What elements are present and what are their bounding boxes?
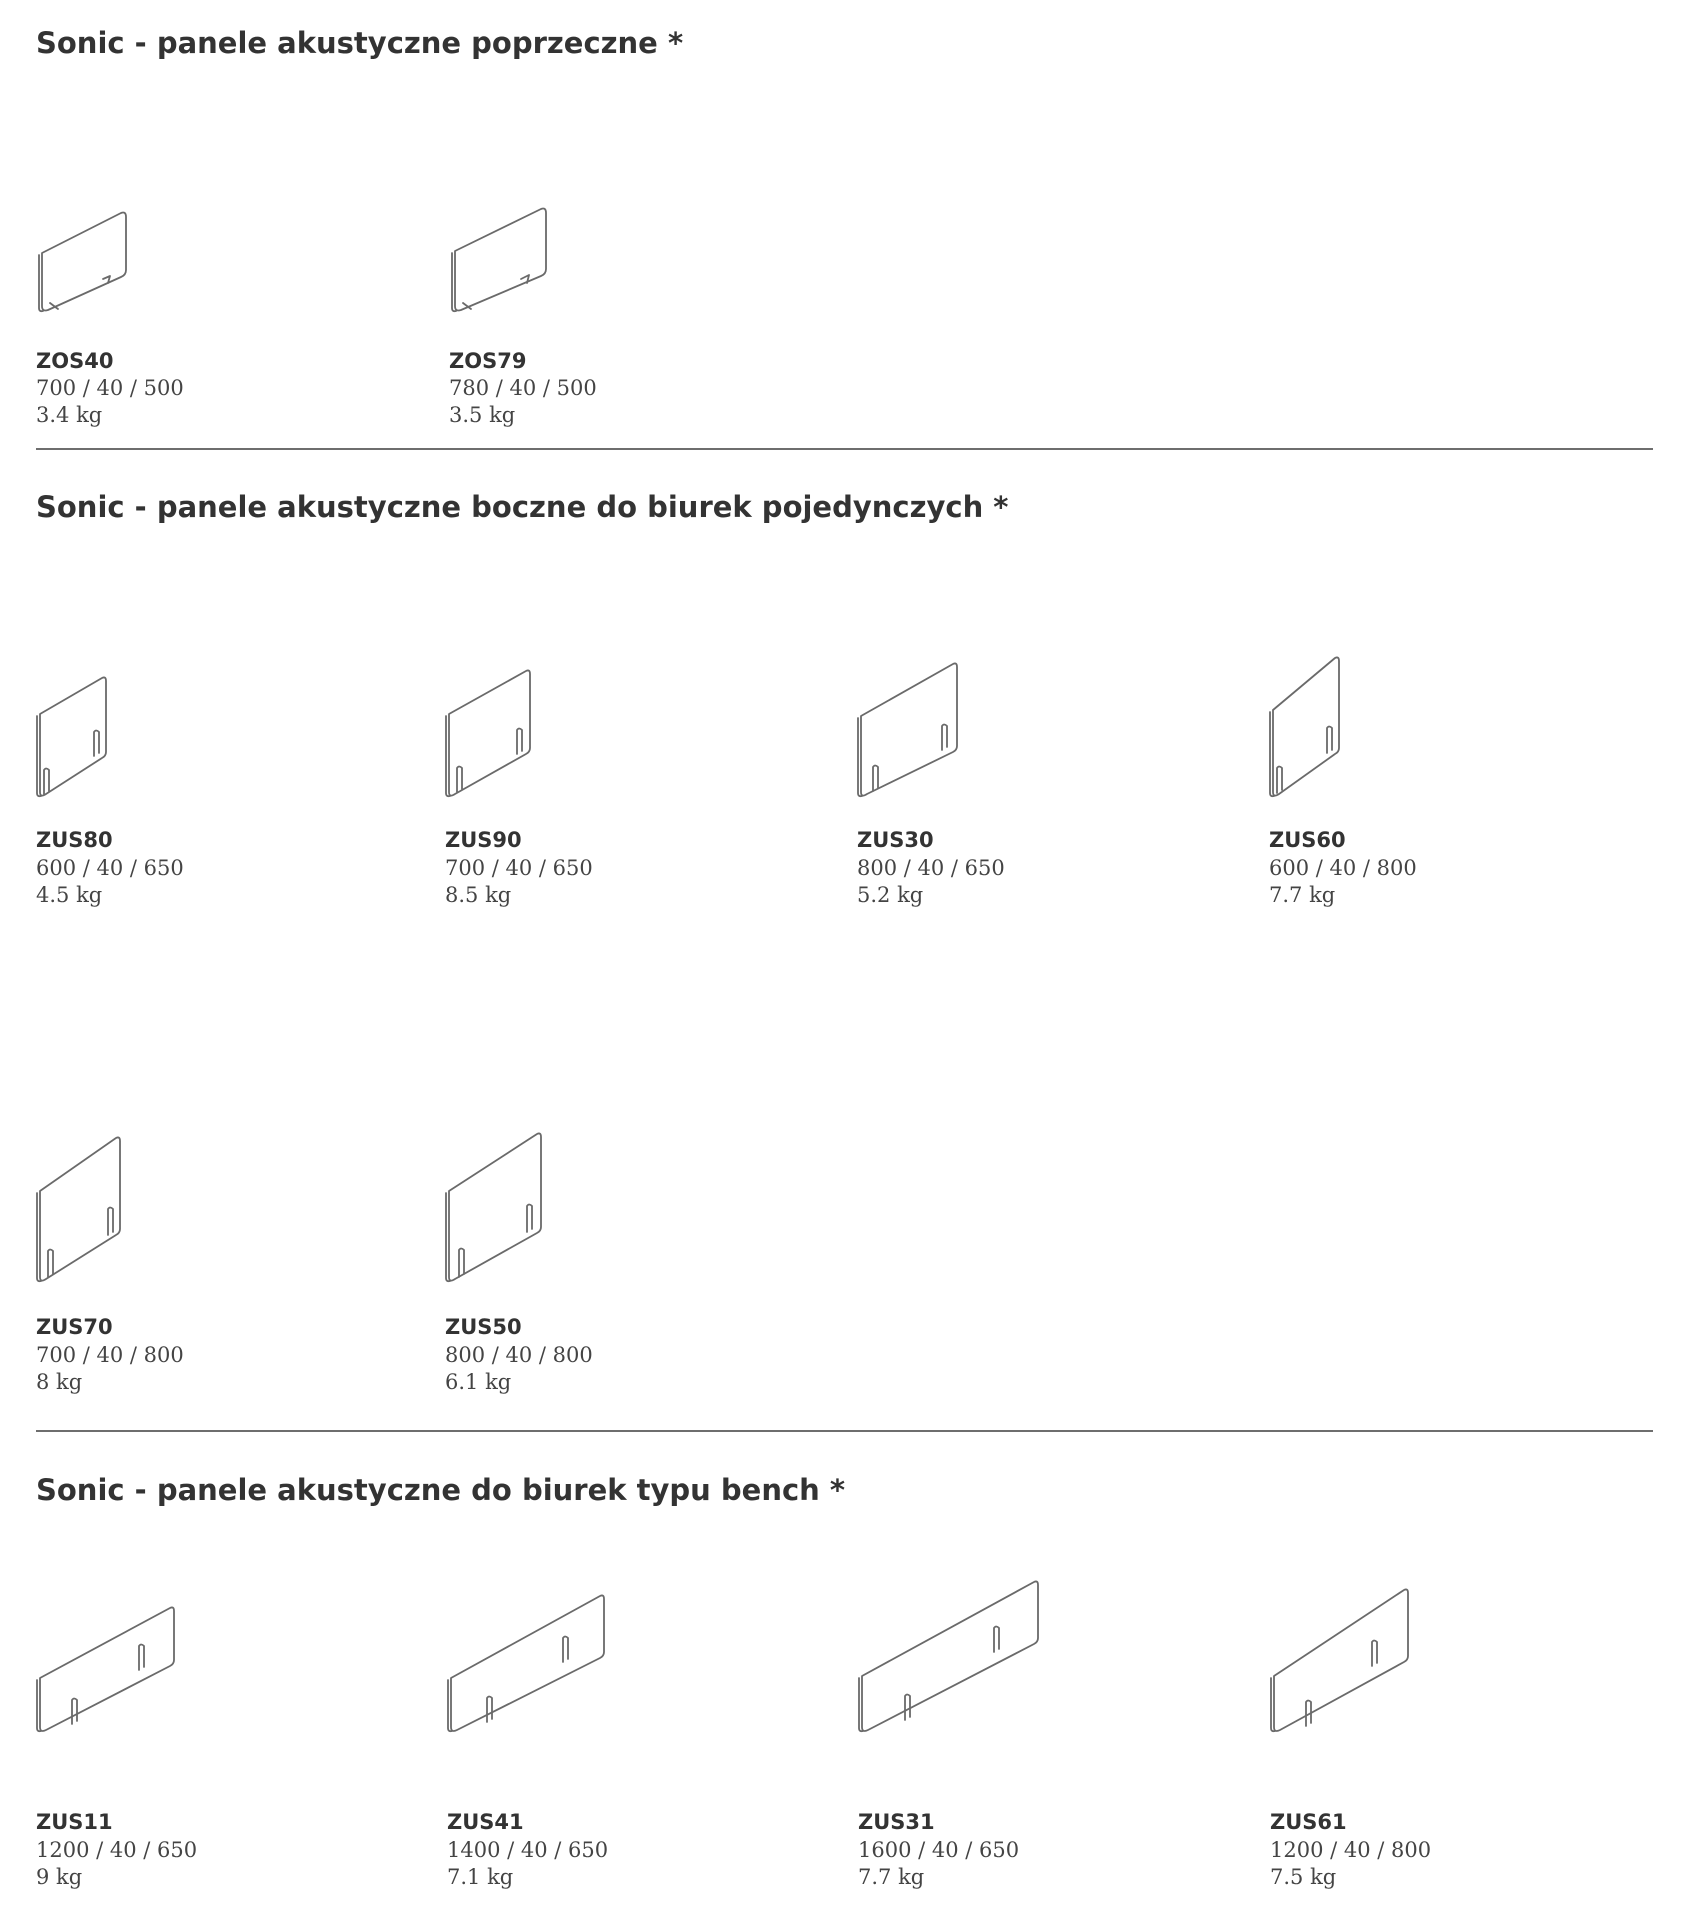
product-dimensions: 700 / 40 / 800 [36,1343,184,1367]
product-code: ZUS90 [445,828,522,852]
product-weight: 5.2 kg [857,883,924,907]
product-dimensions: 1600 / 40 / 650 [858,1838,1020,1862]
product-code: ZUS61 [1270,1810,1347,1834]
transverse-panel-icon [36,195,176,315]
section-divider [36,1430,1653,1432]
section-divider [36,448,1653,450]
product-dimensions: 1400 / 40 / 650 [447,1838,609,1862]
bench-panel-icon [36,1600,216,1750]
product-weight: 4.5 kg [36,883,103,907]
product-dimensions: 1200 / 40 / 800 [1270,1838,1432,1862]
product-code: ZOS79 [449,349,527,373]
side-panel-icon [445,670,565,800]
product-code: ZOS40 [36,349,114,373]
product-weight: 7.1 kg [447,1865,514,1889]
product-weight: 7.7 kg [858,1865,925,1889]
product-weight: 6.1 kg [445,1370,512,1394]
bench-panel-icon [447,1600,627,1750]
product-dimensions: 1200 / 40 / 650 [36,1838,198,1862]
product-weight: 8.5 kg [445,883,512,907]
product-dimensions: 600 / 40 / 800 [1269,856,1417,880]
product-weight: 9 kg [36,1865,83,1889]
side-panel-icon [857,670,987,800]
product-dimensions: 600 / 40 / 650 [36,856,184,880]
product-weight: 7.7 kg [1269,883,1336,907]
section-title-side-panels: Sonic - panele akustyczne boczne do biurek pojedynczych * [36,490,1009,524]
product-code: ZUS41 [447,1810,524,1834]
product-code: ZUS80 [36,828,113,852]
transverse-panel-icon [449,195,589,315]
product-weight: 7.5 kg [1270,1865,1337,1889]
side-panel-icon [445,1135,575,1285]
bench-panel-icon [1270,1600,1450,1750]
product-dimensions: 800 / 40 / 650 [857,856,1005,880]
side-panel-icon [36,1135,156,1285]
side-panel-icon [1269,670,1389,800]
product-code: ZUS50 [445,1315,522,1339]
product-weight: 3.5 kg [449,403,516,427]
section-title-bench-panels: Sonic - panele akustyczne do biurek typu bench * [36,1473,846,1507]
bench-panel-icon [858,1600,1058,1750]
product-dimensions: 780 / 40 / 500 [449,376,597,400]
product-code: ZUS30 [857,828,934,852]
product-code: ZUS31 [858,1810,935,1834]
product-dimensions: 700 / 40 / 500 [36,376,184,400]
product-weight: 8 kg [36,1370,83,1394]
side-panel-icon [36,670,156,800]
product-code: ZUS11 [36,1810,113,1834]
product-weight: 3.4 kg [36,403,103,427]
section-title-transverse-panels: Sonic - panele akustyczne poprzeczne * [36,26,684,60]
product-code: ZUS60 [1269,828,1346,852]
product-dimensions: 700 / 40 / 650 [445,856,593,880]
product-code: ZUS70 [36,1315,113,1339]
product-dimensions: 800 / 40 / 800 [445,1343,593,1367]
